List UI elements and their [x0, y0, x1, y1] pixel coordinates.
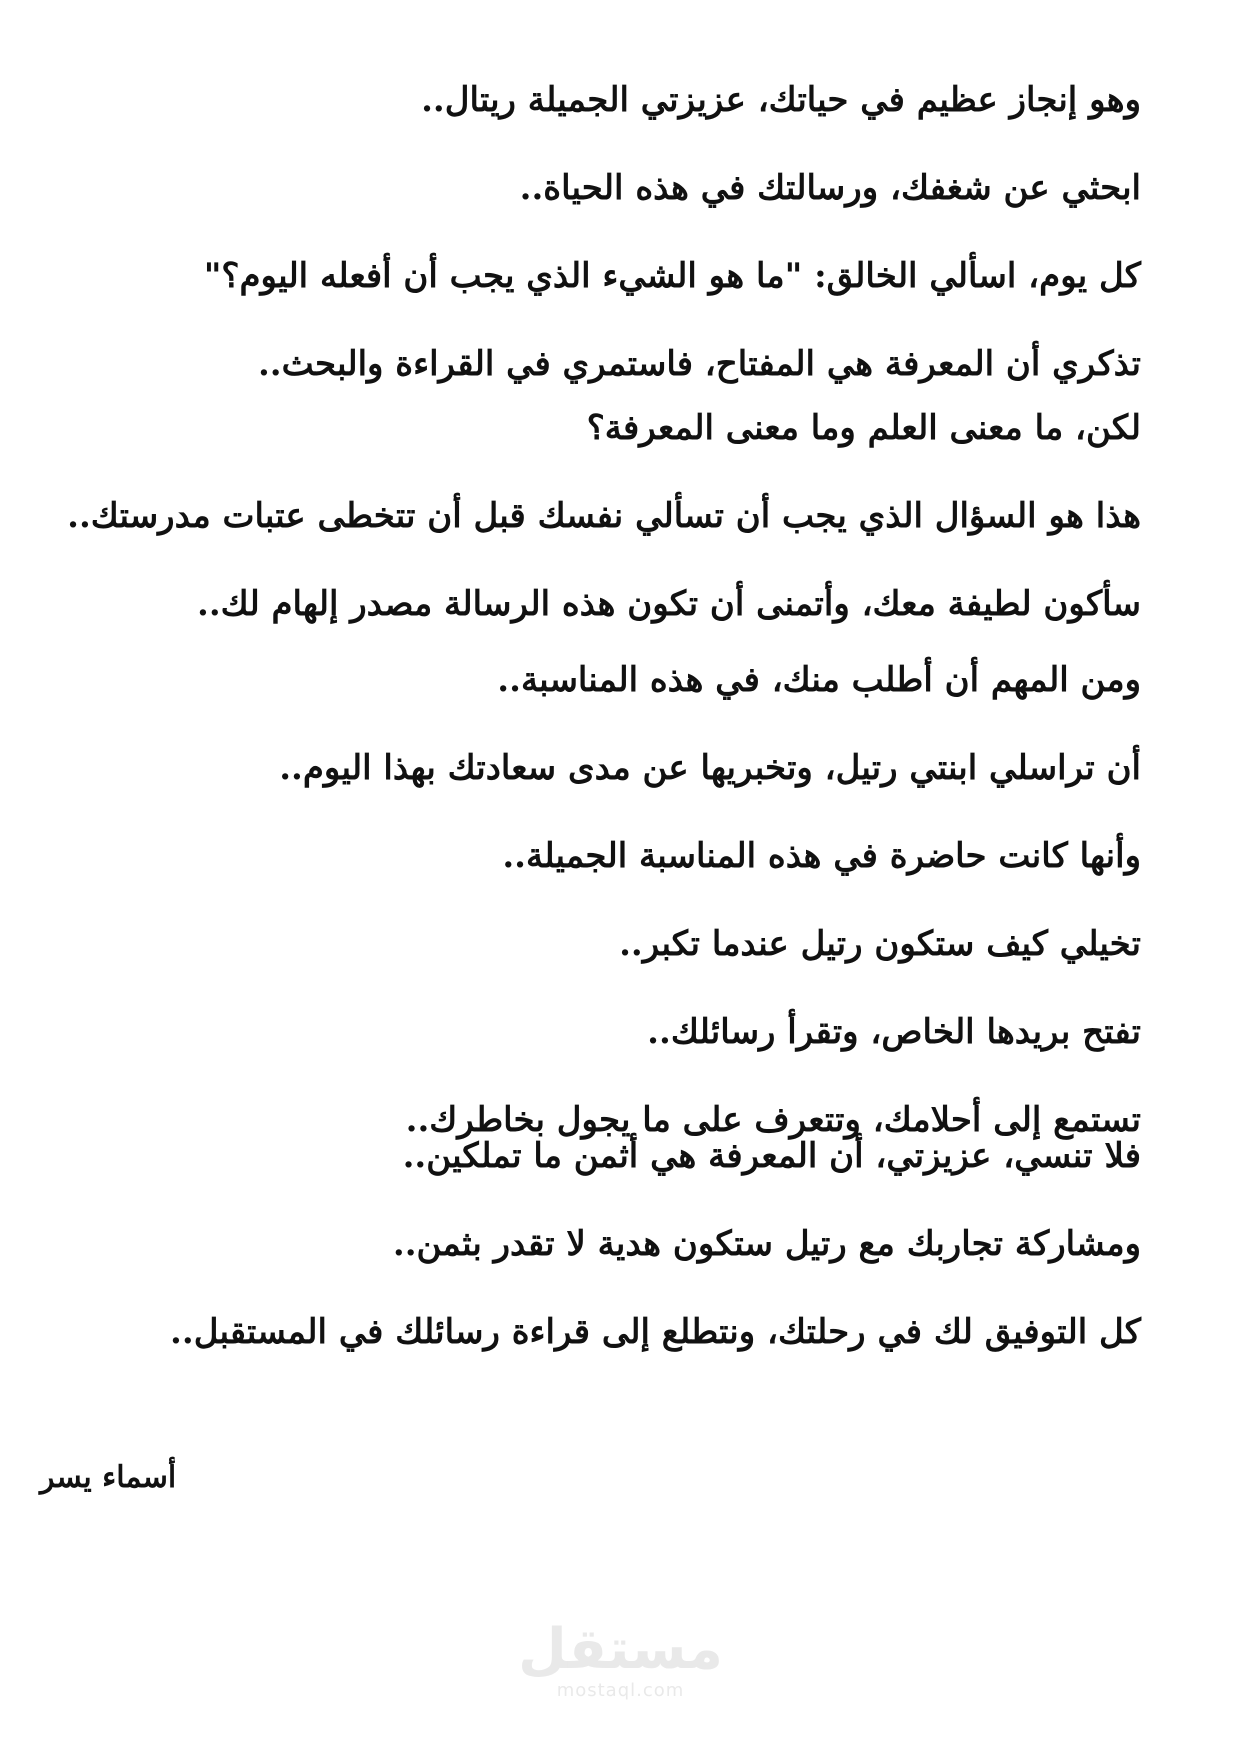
- paragraph-line: ومشاركة تجاربك مع رتيل ستكون هدية لا تقدر بثمن..: [392, 1224, 1141, 1264]
- paragraph-1: [101, 56, 1141, 408]
- paragraph-2: [67, 384, 1141, 648]
- paragraph-line: ابحثي عن شغفك، ورسالتك في هذه الحياة..: [519, 168, 1141, 208]
- paragraph-line: فلا تنسي، عزيزتي، أن المعرفة هي أثمن ما تملكين..: [402, 1136, 1141, 1176]
- paragraph-line: كل يوم، اسألي الخالق: "ما هو الشيء الذي يجب أن أفعله اليوم؟": [203, 256, 1141, 296]
- paragraph-line: تخيلي كيف ستكون رتيل عندما تكبر..: [619, 924, 1141, 964]
- signature: أسماء يسر: [40, 1460, 177, 1495]
- watermark-url: mostaql.com: [556, 1680, 685, 1701]
- paragraph-line: وهو إنجاز عظيم في حياتك، عزيزتي الجميلة ريتال..: [421, 80, 1141, 120]
- watermark-logo: مستقل: [518, 1617, 723, 1682]
- paragraph-line: أن تراسلي ابنتي رتيل، وتخبريها عن مدى سعادتك بهذا اليوم..: [279, 748, 1141, 788]
- watermark: [0, 1617, 1241, 1702]
- paragraph-line: وأنها كانت حاضرة في هذه المناسبة الجميلة..: [502, 836, 1141, 876]
- paragraph-line: كل التوفيق لك في رحلتك، ونتطلع إلى قراءة رسائلك في المستقبل..: [170, 1312, 1141, 1352]
- paragraph-line: تفتح بريدها الخاص، وتقرأ رسائلك..: [647, 1012, 1141, 1052]
- paragraph-4: [101, 1112, 1141, 1376]
- paragraph-line: تذكري أن المعرفة هي المفتاح، فاستمري في القراءة والبحث..: [257, 344, 1141, 384]
- paragraph-line: سأكون لطيفة معك، وأتمنى أن تكون هذه الرسالة مصدر إلهام لك..: [196, 584, 1141, 624]
- paragraph-3: [101, 636, 1141, 1164]
- paragraph-line: هذا هو السؤال الذي يجب أن تسألي نفسك قبل أن تتخطى عتبات مدرستك..: [67, 496, 1141, 536]
- paragraph-line: ومن المهم أن أطلب منك، في هذه المناسبة..: [497, 660, 1141, 700]
- paragraph-line: تستمع إلى أحلامك، وتتعرف على ما يجول بخاطرك..: [405, 1100, 1141, 1140]
- paragraph-line: لكن، ما معنى العلم وما معنى المعرفة؟: [586, 408, 1141, 448]
